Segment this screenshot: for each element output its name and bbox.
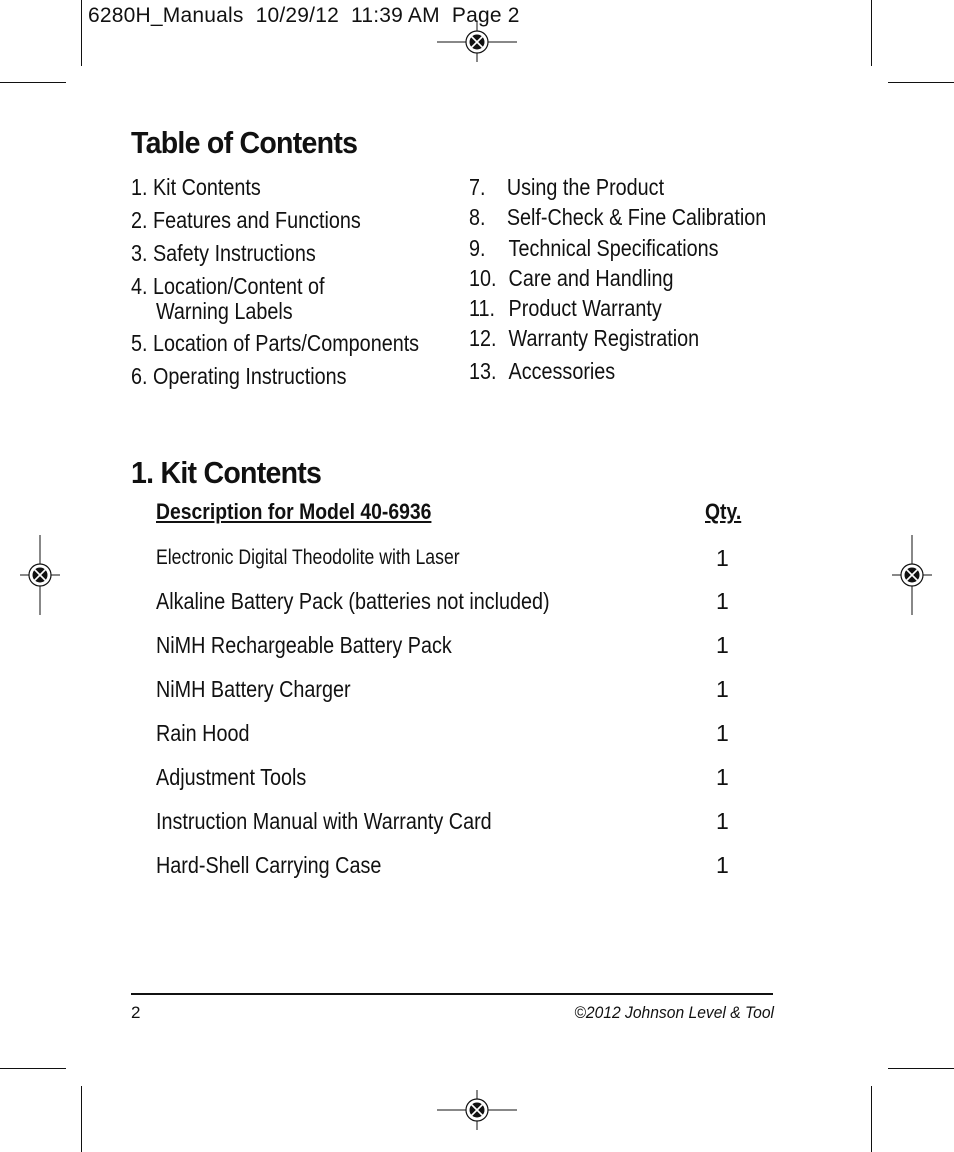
crop-mark bbox=[888, 82, 954, 83]
toc-item-left[interactable] bbox=[131, 364, 346, 389]
toc-item-right[interactable] bbox=[469, 175, 664, 200]
kit-item-qty: 1 bbox=[716, 545, 729, 571]
crop-mark bbox=[81, 1086, 82, 1152]
toc-item-label: 4. Location/Content of bbox=[131, 273, 325, 299]
toc-item-number: 9. bbox=[469, 235, 486, 261]
toc-item-label: 2. Features and Functions bbox=[131, 207, 361, 233]
toc-item-left[interactable] bbox=[131, 241, 316, 266]
kit-item-description: Electronic Digital Theodolite with Laser bbox=[156, 546, 460, 569]
kit-item-description: NiMH Rechargeable Battery Pack bbox=[156, 632, 452, 658]
toc-item-label: Using the Product bbox=[506, 174, 665, 200]
kit-item-qty: 1 bbox=[716, 808, 729, 834]
toc-item-label: 5. Location of Parts/Components bbox=[131, 330, 420, 356]
toc-item-left[interactable] bbox=[131, 274, 325, 324]
toc-item-right[interactable] bbox=[469, 326, 699, 351]
kit-item-description: NiMH Battery Charger bbox=[156, 676, 351, 702]
toc-item-right[interactable] bbox=[469, 359, 615, 384]
kit-item-qty: 1 bbox=[716, 852, 729, 878]
toc-item-left[interactable] bbox=[131, 175, 261, 200]
toc-item-label: Warranty Registration bbox=[508, 325, 700, 351]
toc-item-left[interactable] bbox=[131, 208, 361, 233]
toc-title: Table of Contents bbox=[131, 125, 358, 160]
footer-rule bbox=[131, 993, 773, 995]
page-number: 2 bbox=[131, 1003, 141, 1022]
print-slug: 6280H_Manuals 10/29/12 11:39 AM Page 2 bbox=[88, 4, 520, 27]
toc-item-label: 1. Kit Contents bbox=[131, 174, 261, 200]
kit-item-description: Alkaline Battery Pack (batteries not included) bbox=[156, 588, 550, 614]
toc-item-label: 3. Safety Instructions bbox=[131, 240, 316, 266]
kit-item-description: Adjustment Tools bbox=[156, 764, 307, 790]
toc-item-label: 6. Operating Instructions bbox=[131, 363, 347, 389]
crop-mark bbox=[0, 1068, 66, 1069]
toc-item-number: 8. bbox=[469, 204, 486, 230]
crop-mark bbox=[0, 82, 66, 83]
kit-item-qty: 1 bbox=[716, 720, 729, 746]
kit-item-qty: 1 bbox=[716, 676, 729, 702]
description-column-header: Description for Model 40-6936 bbox=[156, 499, 432, 524]
toc-item-label: Technical Specifications bbox=[508, 235, 719, 261]
toc-item-right[interactable] bbox=[469, 266, 674, 291]
registration-mark-icon bbox=[437, 22, 517, 62]
kit-item-description: Rain Hood bbox=[156, 720, 250, 746]
copyright-text: ©2012 Johnson Level & Tool bbox=[574, 1003, 774, 1022]
toc-item-right[interactable] bbox=[469, 296, 662, 321]
toc-item-right[interactable] bbox=[469, 236, 719, 261]
qty-column-header: Qty. bbox=[705, 499, 742, 524]
toc-item-label: Care and Handling bbox=[508, 265, 674, 291]
toc-item-number: 7. bbox=[469, 174, 486, 200]
toc-item-number: 11. bbox=[469, 295, 496, 321]
registration-mark-icon bbox=[437, 1090, 517, 1130]
kit-item-description: Hard-Shell Carrying Case bbox=[156, 852, 382, 878]
kit-item-description: Instruction Manual with Warranty Card bbox=[156, 808, 492, 834]
kit-item-qty: 1 bbox=[716, 764, 729, 790]
kit-contents-title: 1. Kit Contents bbox=[131, 455, 322, 490]
crop-mark bbox=[871, 0, 872, 66]
toc-item-number: 12. bbox=[469, 325, 497, 351]
kit-item-qty: 1 bbox=[716, 632, 729, 658]
toc-item-label: Product Warranty bbox=[508, 295, 662, 321]
crop-mark bbox=[81, 0, 82, 66]
toc-item-label: Accessories bbox=[508, 358, 616, 384]
toc-item-number: 10. bbox=[469, 265, 497, 291]
crop-mark bbox=[888, 1068, 954, 1069]
toc-item-number: 13. bbox=[469, 358, 497, 384]
toc-item-label-continued: Warning Labels bbox=[155, 298, 293, 324]
registration-mark-icon bbox=[892, 535, 932, 615]
toc-item-left[interactable] bbox=[131, 331, 419, 356]
kit-item-qty: 1 bbox=[716, 588, 729, 614]
toc-item-right[interactable] bbox=[469, 205, 766, 230]
crop-mark bbox=[871, 1086, 872, 1152]
registration-mark-icon bbox=[20, 535, 60, 615]
toc-item-label: Self-Check & Fine Calibration bbox=[506, 204, 767, 230]
